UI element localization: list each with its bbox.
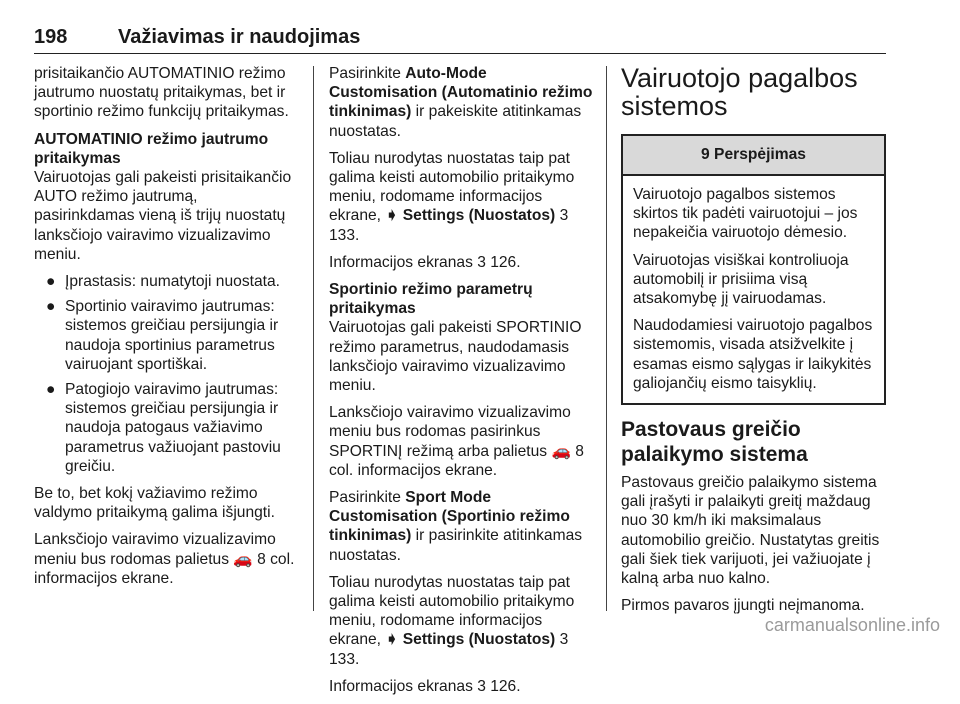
intro-paragraph: prisitaikančio AUTOMATINIO režimo jautrumo nuostatų pritaikymas, bet ir sportinio režimo funkcijų pritaikymas. — [34, 65, 289, 121]
list-item-text: Patogiojo vairavimo jautrumas: sistemos greičiau persijungia ir naudoja patogaus važiavimo parametrus važiuojant pastoviu greičiu. — [65, 381, 281, 475]
warning-paragraph: Vairuotojo pagalbos sistemos skirtos tik padėti vairuotojui – jos nepakeičia vairuotojo dėmesio. — [633, 186, 858, 242]
text: Toliau nurodytas nuostatas taip pat galima keisti automobilio pritaikymo meniu, rodomame informacijos ekrane, — [329, 573, 575, 649]
settings-label: Settings (Nuostatos) — [398, 631, 556, 649]
warning-paragraph: Naudodamiesi vairuotojo pagalbos sistemomis, visada atsižvelkite į esamas eismo sąlygas ir laikykitės galiojančių eismo taisyklių. — [633, 317, 873, 392]
sport-mode-paragraph: Vairuotojas gali pakeisti SPORTINIO režimo parametrus, naudodamasis lanksčiojo vairavimo vizualizavimo meniu. — [329, 319, 582, 395]
arrow-right-icon: ➧ — [385, 207, 399, 225]
menu-text-b: 8 col. informacijos ekrane. — [34, 550, 295, 587]
text: ir pakeiskite atitinkamas nuostatas. — [329, 103, 582, 140]
list-item-text: Sportinio vairavimo jautrumas: sistemos greičiau persijungia ir naudoja sportinius parametrus vairuojant sportiškai. — [65, 298, 279, 373]
text: 8 col. informacijos ekrane. — [329, 442, 584, 479]
watermark: carmanualsonline.info — [764, 615, 940, 635]
settings-paragraph — [329, 149, 594, 245]
page-number: 198 — [34, 26, 68, 48]
warning-box — [621, 134, 886, 405]
arrow-right-icon: ➧ — [385, 631, 399, 649]
list-item-text: Įprastasis: numatytoji nuostata. — [65, 273, 280, 291]
bullet-icon: ● — [46, 298, 56, 316]
car-drive-icon: 🚗 — [551, 442, 571, 460]
list-item — [34, 272, 299, 291]
list-item — [34, 380, 299, 476]
text: Toliau nurodytas nuostatas taip pat galima keisti automobilio pritaikymo meniu, rodomame informacijos ekrane, — [329, 149, 575, 225]
first-gear-paragraph: Pirmos pavaros įjungti neįmanoma. — [621, 597, 865, 615]
bullet-icon: ● — [46, 381, 56, 399]
menu-text-a: Lanksčiojo vairavimo vizualizavimo meniu bus rodomas palietus — [34, 531, 276, 568]
car-drive-icon: 🚗 — [233, 550, 253, 568]
page-header — [34, 26, 886, 56]
disable-paragraph: Be to, bet kokį važiavimo režimo valdymo pritaikymą galima išjungti. — [34, 485, 275, 522]
sport-menu-paragraph — [329, 403, 594, 480]
text: Pasirinkite — [329, 65, 406, 82]
header-rule — [34, 53, 886, 54]
settings-paragraph — [329, 573, 594, 669]
chapter-title: Važiavimas ir naudojimas — [118, 26, 361, 48]
column-left — [34, 64, 299, 596]
warning-body — [623, 176, 884, 403]
auto-mode-customisation-label: Auto-Mode Customisation (Automatinio režimo tinkinimas) — [329, 65, 593, 121]
column-divider-2 — [606, 66, 607, 611]
info-display-reference: Informacijos ekranas 3 126. — [329, 677, 521, 695]
menu-paragraph — [34, 530, 299, 588]
list-item — [34, 297, 299, 374]
subheading-sport-mode: Sportinio režimo parametrų pritaikymas — [329, 281, 533, 318]
select-sport-paragraph — [329, 488, 594, 565]
text: Lanksčiojo vairavimo vizualizavimo meniu bus rodomas pasirinkus SPORTINĮ režimą arba palietus — [329, 404, 571, 460]
subsection-title: Pastovaus greičio palaikymo sistema — [621, 418, 808, 467]
auto-mode-paragraph: Vairuotojas gali pakeisti prisitaikančio AUTO režimo jautrumą, pasirinkdamas vieną iš trijų nuostatų lanksčiojo vairavimo vizualizavimo meniu. — [34, 169, 292, 263]
settings-label: Settings (Nuostatos) — [398, 207, 556, 225]
column-right — [621, 64, 886, 623]
warning-paragraph: Vairuotojas visiškai kontroliuoja automobilį ir prisiima visą atsakomybę jį vairuodamas. — [633, 251, 849, 308]
warning-header: 9 Perspėjimas — [623, 136, 884, 176]
sport-mode-customisation-label: Sport Mode Customisation (Sportinio režimo tinkinimas) — [329, 489, 570, 545]
cruise-control-paragraph: Pastovaus greičio palaikymo sistema gali įrašyti ir palaikyti greitį maždaug nuo 30 km/h iki maksimalaus automobilio greičio. Nustatytas greitis gali šiek tiek varijuoti, jei važiuojate į kalną arba nuo kalno. — [621, 474, 880, 588]
text: ir pasirinkite atitinkamas nuostatas. — [329, 527, 583, 564]
bullet-icon: ● — [46, 273, 56, 291]
info-display-reference: Informacijos ekranas 3 126. — [329, 253, 521, 271]
select-auto-paragraph — [329, 64, 594, 141]
section-title: Vairuotojo pagalbos sistemos — [621, 63, 858, 121]
column-middle — [329, 64, 594, 704]
page-reference: 3 133. — [329, 207, 569, 244]
subheading-auto-mode: AUTOMATINIO režimo jautrumo pritaikymas — [34, 130, 269, 167]
sensitivity-list — [34, 272, 299, 476]
column-divider-1 — [313, 66, 314, 611]
text: Pasirinkite — [329, 489, 406, 507]
page-reference: 3 133. — [329, 631, 569, 668]
